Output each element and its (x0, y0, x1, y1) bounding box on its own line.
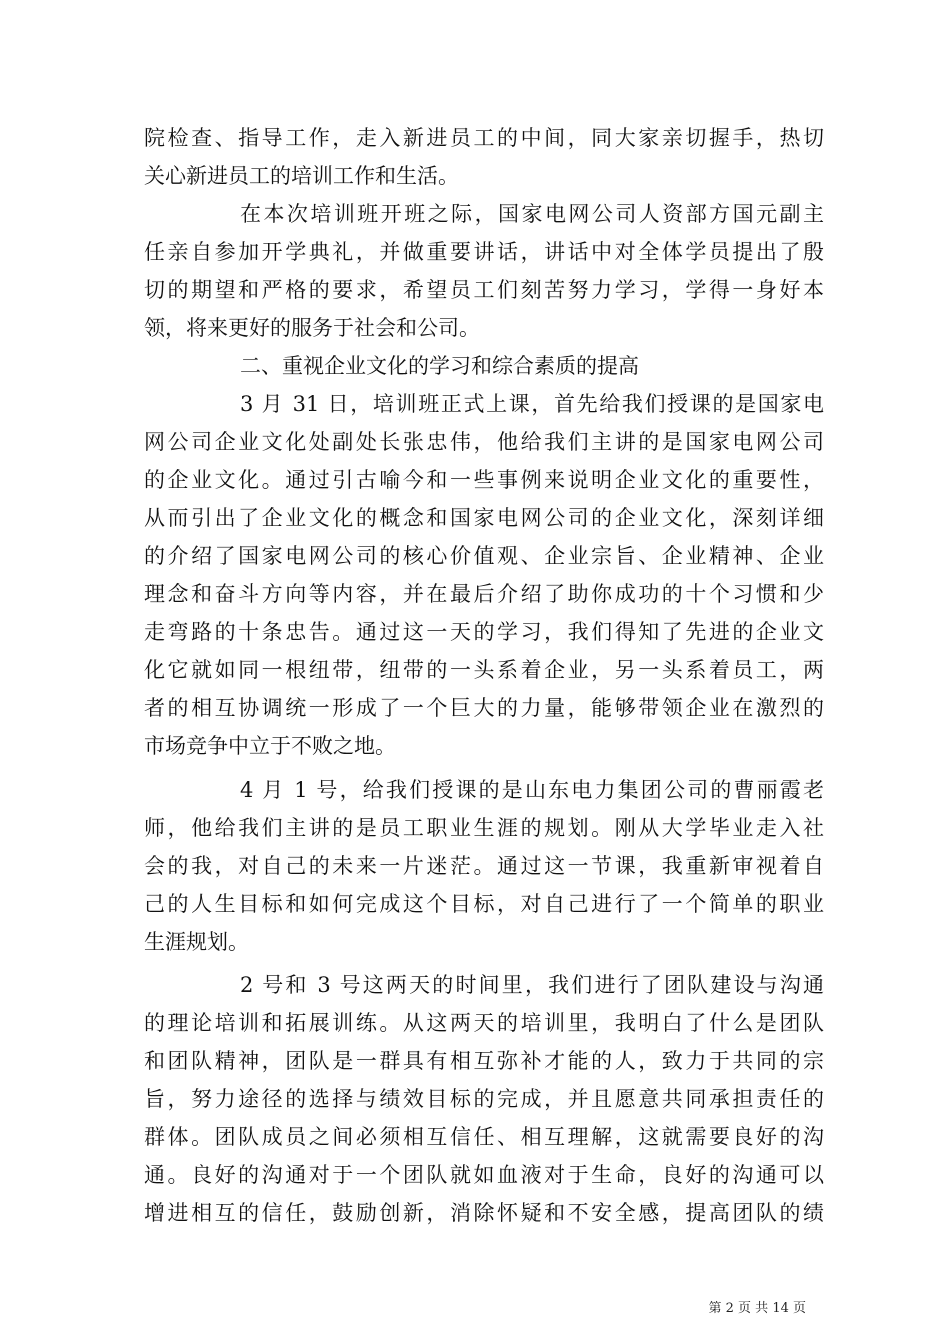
text-line: 2 号和 3 号这两天的时间里，我们进行了团队建设与沟通 (240, 973, 824, 997)
section-heading: 二、重视企业文化的学习和综合素质的提高 (240, 354, 639, 378)
text-line: 领，将来更好的服务于社会和公司。 (144, 316, 480, 340)
text-line: 化它就如同一根纽带，纽带的一头系着企业，另一头系着员工，两 (144, 658, 824, 682)
text-line: 会的我，对自己的未来一片迷茫。通过这一节课，我重新审视着自 (144, 854, 824, 878)
text-line: 4 月 1 号，给我们授课的是山东电力集团公司的曹丽霞老 (240, 778, 824, 802)
text-line: 生涯规划。 (144, 930, 249, 954)
text-line: 增进相互的信任，鼓励创新，消除怀疑和不安全感，提高团队的绩 (144, 1201, 824, 1225)
text-line: 理念和奋斗方向等内容，并在最后介绍了助你成功的十个习惯和少 (144, 582, 824, 606)
text-line: 的理论培训和拓展训练。从这两天的培训里，我明白了什么是团队 (144, 1011, 824, 1035)
text-line: 市场竞争中立于不败之地。 (144, 734, 396, 758)
text-line: 群体。团队成员之间必须相互信任、相互理解，这就需要良好的沟 (144, 1125, 824, 1149)
text-line: 师，他给我们主讲的是员工职业生涯的规划。刚从大学毕业走入社 (144, 816, 824, 840)
text-line: 通。良好的沟通对于一个团队就如血液对于生命，良好的沟通可以 (144, 1163, 824, 1187)
text-line: 的企业文化。通过引古喻今和一些事例来说明企业文化的重要性， (144, 468, 824, 492)
text-line: 的介绍了国家电网公司的核心价值观、企业宗旨、企业精神、企业 (144, 544, 824, 568)
text-line: 任亲自参加开学典礼，并做重要讲话，讲话中对全体学员提出了殷 (144, 240, 824, 264)
text-line: 在本次培训班开班之际，国家电网公司人资部方国元副主 (240, 202, 824, 226)
text-line: 己的人生目标和如何完成这个目标，对自己进行了一个简单的职业 (144, 892, 824, 916)
text-line: 网公司企业文化处副处长张忠伟，他给我们主讲的是国家电网公司 (144, 430, 824, 454)
text-line: 和团队精神，团队是一群具有相互弥补才能的人，致力于共同的宗 (144, 1049, 824, 1073)
text-line: 者的相互协调统一形成了一个巨大的力量，能够带领企业在激烈的 (144, 696, 824, 720)
text-line: 从而引出了企业文化的概念和国家电网公司的企业文化，深刻详细 (144, 506, 824, 530)
text-line: 关心新进员工的培训工作和生活。 (144, 164, 459, 188)
text-line: 走弯路的十条忠告。通过这一天的学习，我们得知了先进的企业文 (144, 620, 824, 644)
page-number-footer: 第 2 页 共 14 页 (708, 1301, 806, 1316)
text-line: 旨，努力途径的选择与绩效目标的完成，并且愿意共同承担责任的 (144, 1087, 824, 1111)
text-line: 院检查、指导工作，走入新进员工的中间，同大家亲切握手，热切 (144, 126, 824, 150)
text-line: 3 月 31 日，培训班正式上课，首先给我们授课的是国家电 (240, 392, 824, 416)
text-line: 切的期望和严格的要求，希望员工们刻苦努力学习，学得一身好本 (144, 278, 824, 302)
